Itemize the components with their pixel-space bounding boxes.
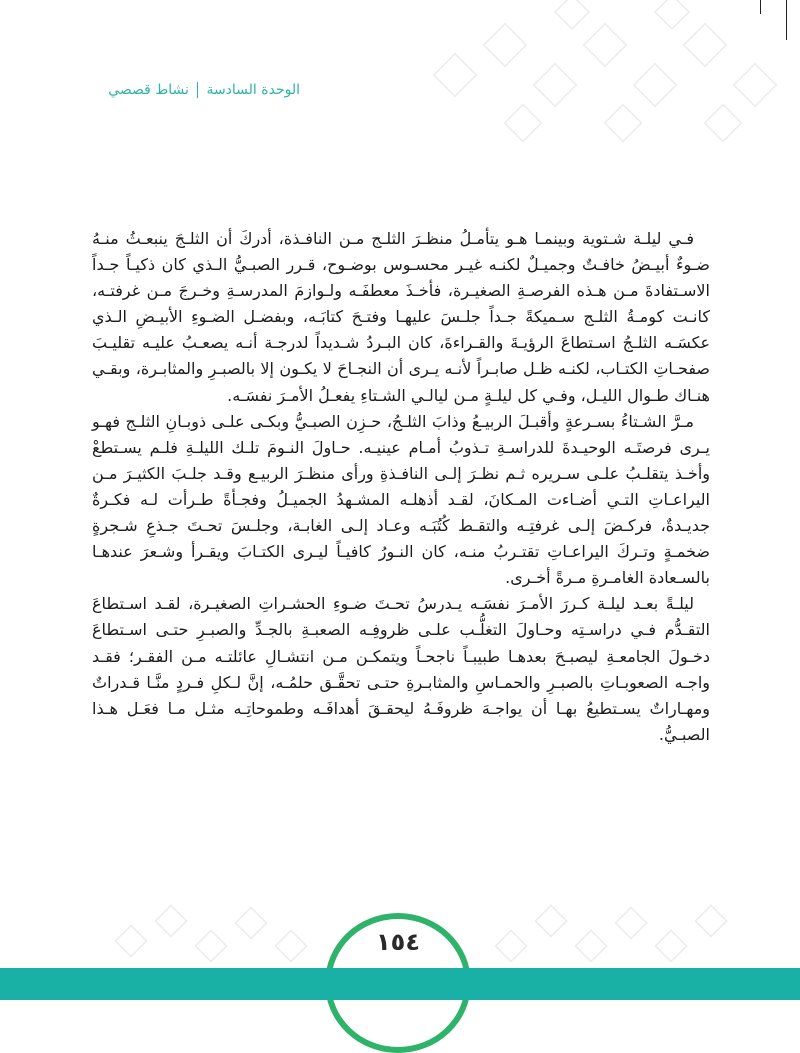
header-divider	[197, 82, 199, 98]
paragraph-1: فـي ليلـة شـتوية وبينمـا هـو يتأمـلُ منظـرَ الثلـج مـن النافـذة، أدركَ أن الثلـجَ ينبعـثُ منـهُ ضـوءٌ أبيـضُ خافـتٌ وجميـلٌ لكنـه غيـر محسـوس بوضـوح، قـرر الصبـيُّ الـذي كان ذكيـاً جـداً الاسـتفادةَ مـن هـذه الفرصـةِ الصغيـرة، فأخـذَ معطفَـه ولـوازمَ المدرسـةِ وخـرجَ مـن غرفتـه، كانـت كومـةُ الثلـج سـميكةً جـداً جلـسَ عليهـا وفتـحَ كتابَـه، وبفضـل الضـوءِ الأبيـضِ الـذي عكسَـه الثلـجُ اسـتطاعَ الرؤيـةَ والقـراءةَ، كان البـردُ شـديداً لدرجـة أنـه يصعـبُ عليـه تقليـبَ صفحـاتِ الكتـاب، لكنـه ظـل صابـراً لأنـه يـرى أن النجـاحَ لا يكـون إلا بالصبـرِ والمثابـرة، وبقـي هنـاك طـوال الليـل، وفـي كل ليلـةٍ مـن ليالـي الشـتاءِ يفعـلُ الأمـرَ نفسَـه.	[92, 229, 710, 405]
paragraph-2: مـرَّ الشـتاءُ بسـرعةٍ وأقبـلَ الربيـعُ وذابَ الثلـجُ، حـزِن الصبـيُّ وبكـى علـى ذوبـانِ الثلـج فهـو يـرى فرصتَـه الوحيـدةَ للدراسـةِ تـذوبُ أمـام عينيـه. حـاولَ النـومَ تلـك الليلـةِ فلـم يسـتطعْ وأخـذ يتقلـبُ علـى سـريره ثـم نظـرَ إلـى النافـذةِ ورأى منظـرَ الربيـع وقـد جلـبَ الكثيـرَ مـن اليراعـاتِ التـي أضـاءت المـكانَ، لقـد أذهلـه المشـهدُ الجميـلُ وفجـأةً طـرأت لـه فكـرةٌ جديـدةٌ، فركـضَ إلـى غرفتِـه والتقـط كُتُبَـه وعـاد إلـى الغابـة، وجلـسَ تحـتَ جـذعِ شـجرةٍ ضخمـةٍ وتـركَ اليراعـاتِ تقتـربُ منـه، كان النـورُ كافيـاً ليـرى الكتـابَ ويقـرأ وشـعرَ عندهـا بالسـعادة الغامـرةِ مـرةً أخـرى.	[92, 411, 710, 588]
page-number: ١٥٤	[376, 928, 420, 956]
paragraph-3: ليلـةً بعـد ليلـة كـررَ الأمـرَ نفسَـه يـدرسُ تحـتَ ضـوءِ الحشـراتِ الصغيـرة، لقـد اسـتطاعَ التقـدُّم فـي دراسـتِه وحـاولَ التغلُّـب علـى ظروفِـه الصعبـةِ بالجـدِّ والصبـرِ حتـى اسـتطاعَ دخـولَ الجامعـةِ ليصبـحَ بعدهـا طبيبـاً ناجحـاً ويتمكـن مـن انتشـالِ عائلتـه مـن الفقـر؛ فقـد واجـه الصعوبـاتِ بالصبـرِ والحمـاسِ والمثابـرةِ حتـى تحقَّـق حلمُـه، إنَّ لـكلِ فـردٍ منَّـا قـدراتٌ ومهـاراتٌ يسـتطيعُ بهـا أن يواجـهَ ظروفَـهُ ليحقـقَ أهدافَـه وطموحاتِـه مثـل مـا فعَـل هـذا الصبـيُّ.	[92, 594, 710, 744]
story-text	[92, 226, 710, 748]
footer-band-overlay	[0, 968, 800, 1000]
unit-title: الوحدة السادسة	[206, 82, 300, 98]
activity-title: نشاط قصصي	[108, 82, 189, 98]
page-header	[108, 82, 300, 98]
crop-mark-top	[760, 0, 761, 14]
crop-mark-right	[786, 0, 787, 40]
